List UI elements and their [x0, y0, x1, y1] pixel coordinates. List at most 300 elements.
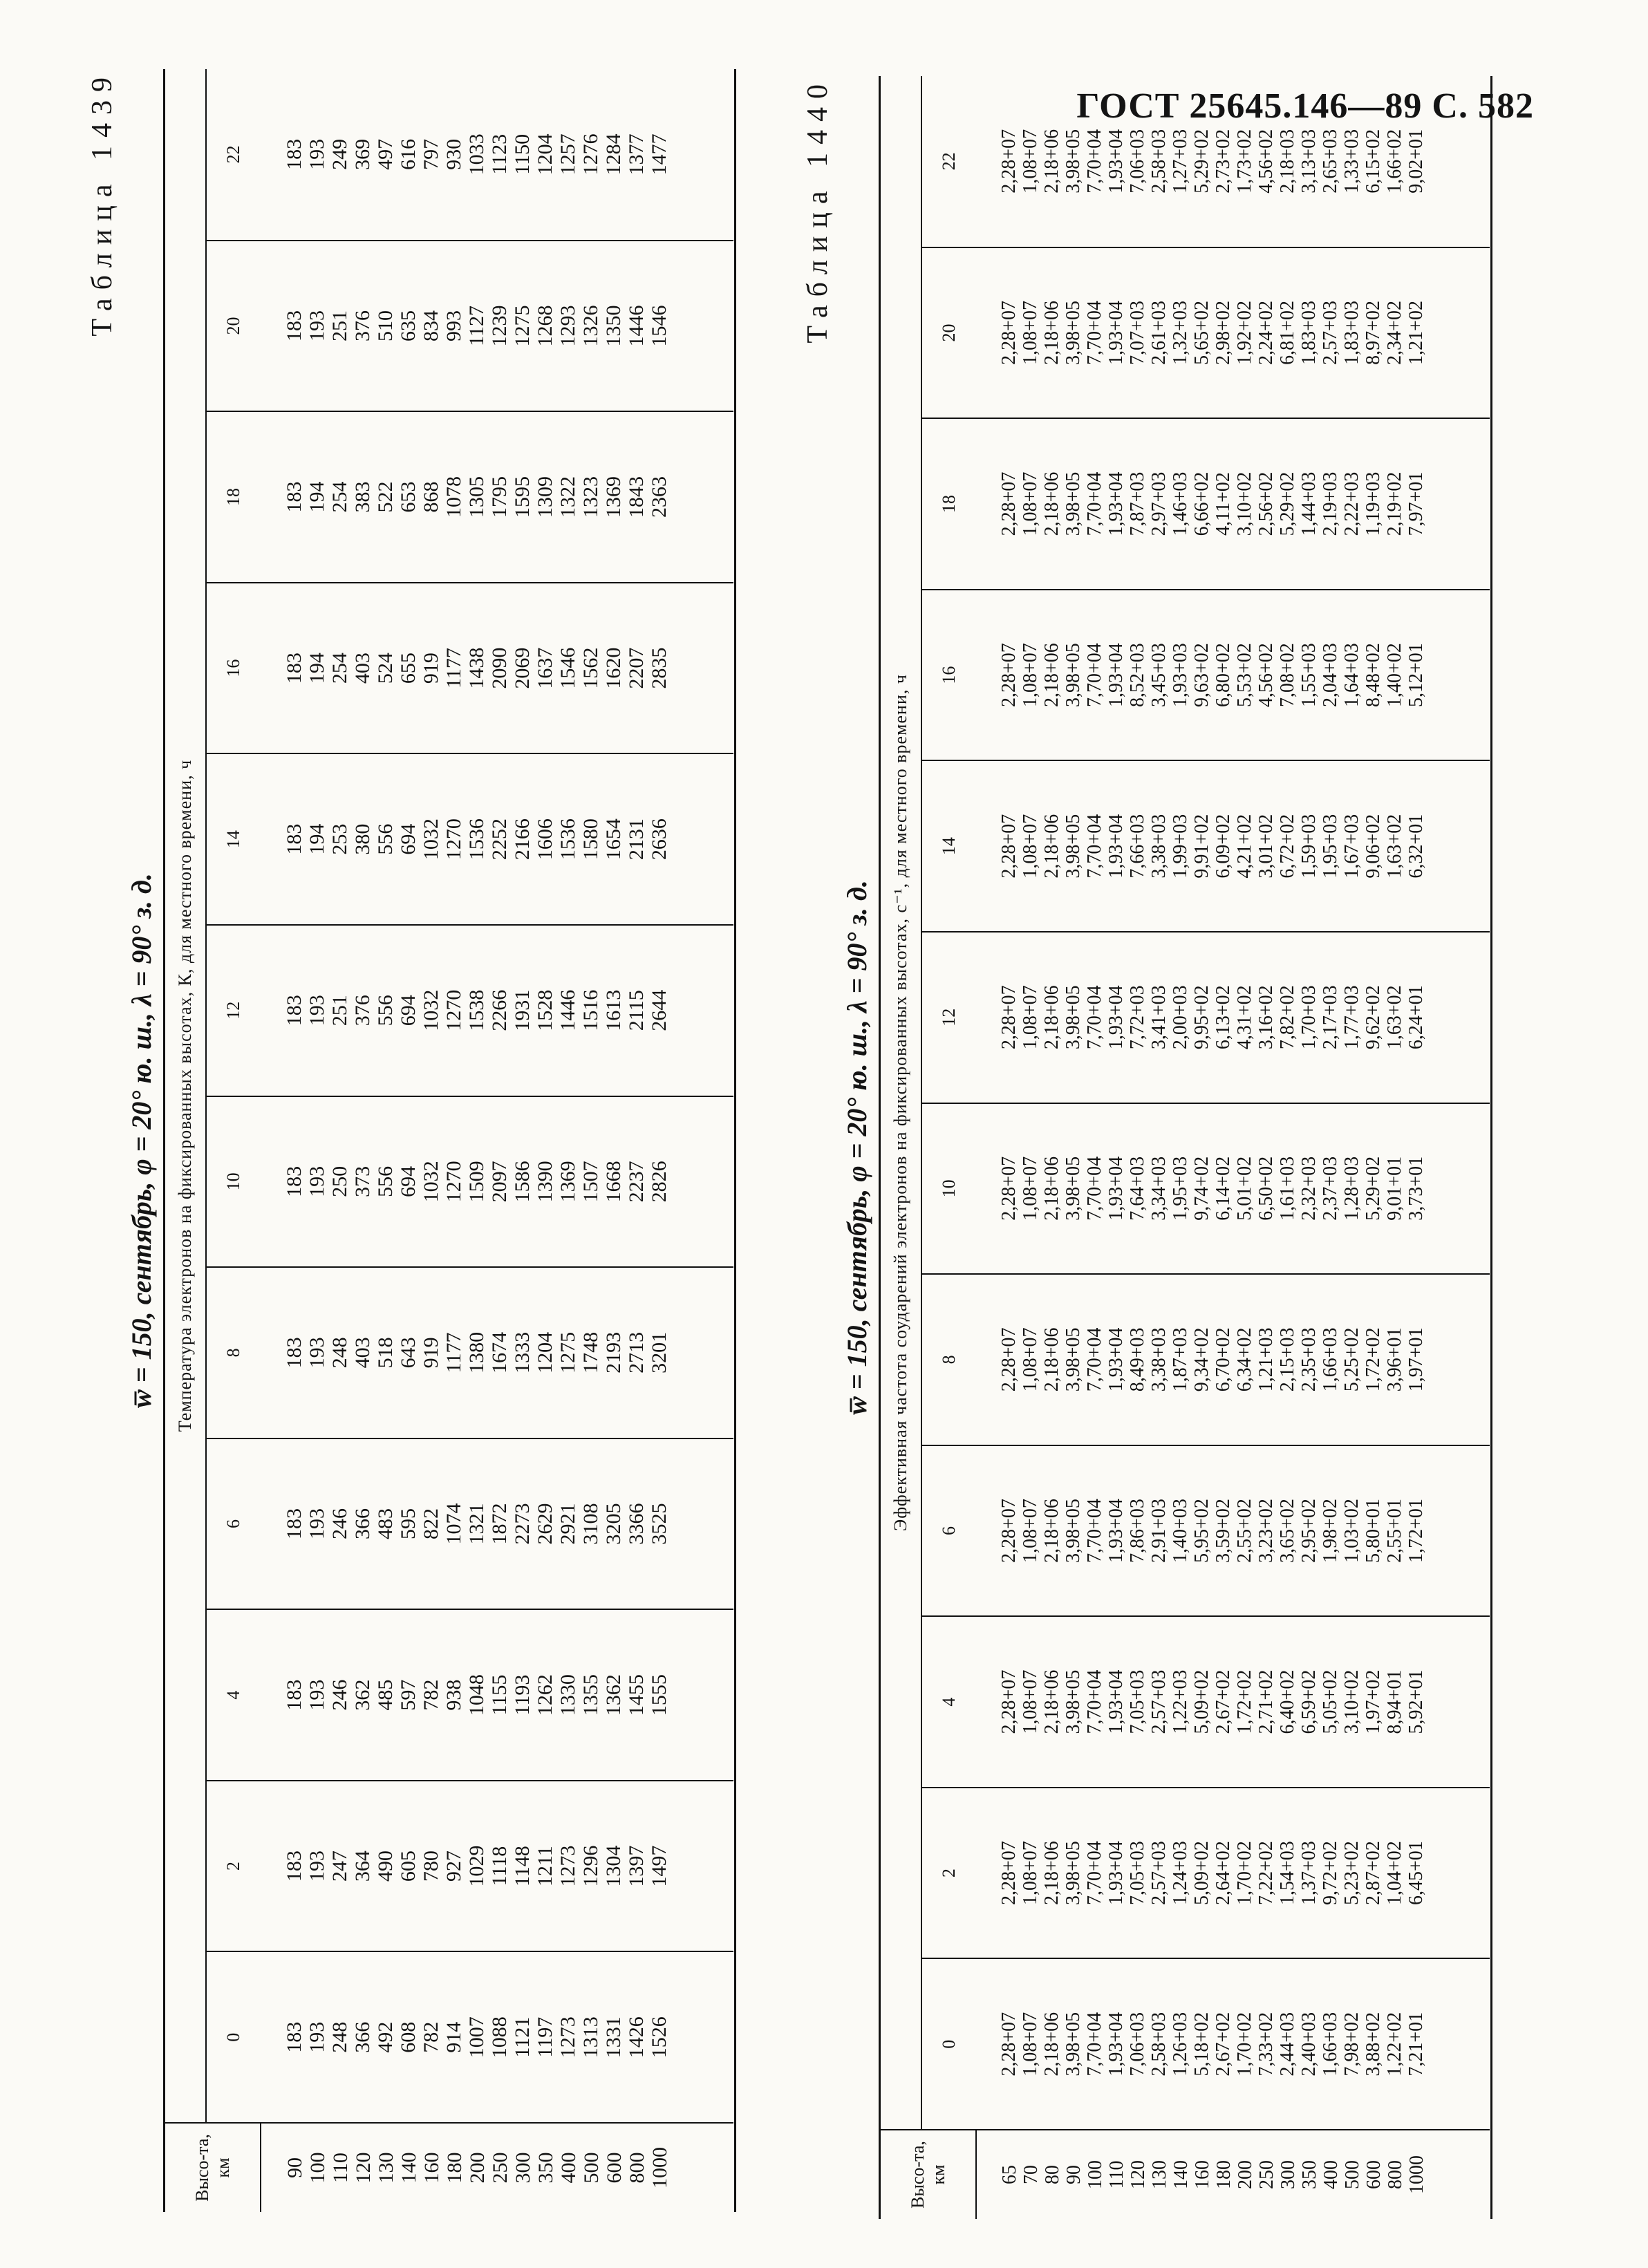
table-cell: 3366	[625, 1503, 648, 1545]
table-cell: 183	[283, 653, 306, 684]
table-cell: 1509	[465, 1161, 488, 1203]
table-cell: 1270	[442, 818, 465, 861]
table-cell: 2,28+07	[998, 814, 1020, 879]
table-cell: 1313	[579, 2016, 602, 2059]
table-cell: 2,18+06	[1041, 1156, 1062, 1221]
table-cell: 485	[374, 1679, 397, 1711]
table-1440	[802, 76, 1492, 2219]
value-column	[261, 241, 733, 412]
table-cell: 2713	[625, 1331, 648, 1374]
table-cell: 2,18+06	[1041, 985, 1062, 1050]
table-cell: 7,06+03	[1127, 129, 1148, 194]
table-cell: 1,95+03	[1170, 1156, 1191, 1221]
table-cell: 655	[397, 653, 420, 684]
table-cell: 2,91+03	[1148, 1499, 1170, 1563]
table-cell: 1931	[511, 989, 534, 1031]
table-cell: 5,92+01	[1405, 1669, 1427, 1734]
table-cell: 2,24+02	[1255, 301, 1277, 365]
table-cell: 1,70+03	[1298, 985, 1320, 1050]
value-column	[261, 753, 733, 925]
table-1439	[86, 69, 736, 2212]
table-caption: Температура электронов на фиксированных высотах, К, для местного времени, ч	[165, 69, 207, 2123]
table-cell: 1,59+03	[1298, 814, 1320, 879]
table-cell: 7,70+04	[1084, 1327, 1105, 1392]
table-cell: 2273	[511, 1503, 534, 1545]
table-cell: 1546	[556, 647, 579, 689]
table-cell: 246	[328, 1508, 351, 1539]
table-cell: 782	[420, 1679, 442, 1711]
table-cell: 3108	[579, 1503, 602, 1545]
height-value: 300	[1277, 2160, 1299, 2189]
table-cell: 3,34+03	[1148, 1156, 1170, 1221]
height-value: 110	[1106, 2160, 1127, 2189]
height-value: 1000	[648, 2147, 671, 2189]
table-cell: 7,70+04	[1084, 301, 1105, 365]
table-cell: 1,93+04	[1105, 2012, 1127, 2077]
table-cell: 1,40+02	[1384, 643, 1405, 707]
table-title: w̅ = 150, сентябрь, φ = 20° ю. ш., λ = 90° з. д.	[841, 880, 872, 1415]
height-value: 250	[489, 2152, 512, 2184]
table-cell: 193	[306, 138, 328, 170]
table-cell: 3,73+01	[1405, 1156, 1427, 1221]
table-cell: 3,38+03	[1148, 1327, 1170, 1392]
table-cell: 1,93+04	[1105, 814, 1127, 879]
table-cell: 2,28+07	[998, 643, 1020, 707]
table-cell: 1321	[465, 1503, 488, 1545]
table-cell: 2,18+06	[1041, 301, 1062, 365]
local-time-header: 20	[206, 241, 261, 412]
height-column	[261, 2123, 733, 2212]
table-cell: 376	[351, 310, 374, 341]
table-cell: 1,22+02	[1384, 2012, 1405, 2077]
table-cell: 1,70+02	[1234, 2012, 1255, 2077]
table-cell: 1507	[579, 1161, 602, 1203]
table-cell: 2,65+03	[1320, 129, 1341, 194]
table-cell: 490	[374, 1850, 397, 1882]
table-cell: 362	[351, 1679, 374, 1711]
table-cell: 2,98+02	[1212, 301, 1234, 365]
table-cell: 193	[306, 995, 328, 1027]
table-cell: 518	[374, 1337, 397, 1369]
table-cell: 1,08+07	[1020, 301, 1041, 365]
table-label: Таблица 1440	[802, 76, 834, 344]
table-cell: 1538	[465, 989, 488, 1031]
table-cell: 2,28+07	[998, 1327, 1020, 1392]
table-cell: 2,28+07	[998, 129, 1020, 194]
table-cell: 4,56+02	[1255, 129, 1277, 194]
table-cell: 1536	[465, 818, 488, 861]
table-cell: 1,08+07	[1020, 129, 1041, 194]
table-cell: 653	[397, 481, 420, 513]
table-cell: 3,41+03	[1148, 985, 1170, 1050]
table-cell: 3,45+03	[1148, 643, 1170, 707]
table-cell: 1,70+02	[1234, 1841, 1255, 1906]
height-value: 120	[352, 2152, 375, 2184]
table-cell: 1,72+02	[1363, 1327, 1384, 1392]
table-cell: 5,23+02	[1341, 1841, 1363, 1906]
table-cell: 7,98+02	[1341, 2012, 1363, 2077]
table-cell: 1,08+07	[1020, 471, 1041, 536]
table-cell: 1,08+07	[1020, 2012, 1041, 2077]
table-cell: 7,82+02	[1277, 985, 1298, 1050]
table-cell: 5,53+02	[1234, 643, 1255, 707]
table-cell: 2252	[488, 818, 511, 861]
table-cell: 1,93+04	[1105, 471, 1127, 536]
table-cell: 914	[442, 2021, 465, 2053]
table-cell: 9,06+02	[1363, 814, 1384, 879]
table-cell: 2,57+03	[1148, 1669, 1170, 1734]
table-cell: 194	[306, 653, 328, 684]
value-column	[976, 1616, 1490, 1788]
table-cell: 1516	[579, 989, 602, 1031]
table-cell: 3,38+03	[1148, 814, 1170, 879]
table-cell: 1326	[579, 305, 602, 347]
table-cell: 1204	[534, 133, 556, 176]
table-cell: 1,54+03	[1277, 1841, 1298, 1906]
local-time-header: 22	[921, 76, 976, 247]
local-time-header: 4	[206, 1609, 261, 1781]
table-cell: 1,93+04	[1105, 1669, 1127, 1734]
table-cell: 3525	[648, 1503, 671, 1545]
table-cell: 183	[283, 1508, 306, 1539]
height-value: 1000	[1406, 2155, 1427, 2194]
table-cell: 7,05+03	[1127, 1841, 1148, 1906]
table-cell: 2,58+03	[1148, 129, 1170, 194]
local-time-header: 16	[921, 590, 976, 761]
table-cell: 1674	[488, 1331, 511, 1374]
table-cell: 1,66+02	[1384, 129, 1405, 194]
table-cell: 9,72+02	[1320, 1841, 1341, 1906]
table-cell: 2,18+03	[1277, 129, 1298, 194]
table-cell: 3,65+02	[1277, 1499, 1298, 1563]
table-cell: 694	[397, 995, 420, 1027]
table-cell: 635	[397, 310, 420, 341]
data-table	[879, 76, 1490, 2219]
table-cell: 1121	[511, 2016, 534, 2058]
table-cell: 366	[351, 1508, 374, 1539]
table-cell: 2131	[625, 818, 648, 861]
table-cell: 2,19+03	[1320, 471, 1341, 536]
local-time-header: 6	[921, 1445, 976, 1617]
table-cell: 616	[397, 138, 420, 170]
table-cell: 7,72+03	[1127, 985, 1148, 1050]
table-cell: 183	[283, 1337, 306, 1369]
table-cell: 1273	[556, 2016, 579, 2059]
table-cell: 1309	[534, 476, 556, 518]
table-cell: 2826	[648, 1161, 671, 1203]
table-cell: 1369	[556, 1161, 579, 1203]
table-cell: 930	[442, 138, 465, 170]
table-cell: 1526	[648, 2016, 671, 2059]
table-cell: 9,62+02	[1363, 985, 1384, 1050]
table-cell: 6,72+02	[1277, 814, 1298, 879]
local-time-header: 2	[921, 1788, 976, 1959]
table-cell: 2,28+07	[998, 1669, 1020, 1734]
table-cell: 250	[328, 1165, 351, 1197]
table-cell: 2,40+03	[1298, 2012, 1320, 2077]
table-cell: 1118	[488, 1846, 511, 1886]
table-cell: 1748	[579, 1331, 602, 1374]
table-cell: 7,64+03	[1127, 1156, 1148, 1221]
value-column	[976, 1274, 1490, 1445]
table-cell: 403	[351, 653, 374, 684]
table-cell: 2,37+03	[1320, 1156, 1341, 1221]
table-cell: 1284	[602, 133, 625, 176]
table-cell: 5,01+02	[1234, 1156, 1255, 1221]
table-cell: 1455	[625, 1674, 648, 1716]
table-cell: 556	[374, 1165, 397, 1197]
table-cell: 249	[328, 138, 351, 170]
table-cell: 7,87+03	[1127, 471, 1148, 536]
table-cell: 254	[328, 481, 351, 513]
height-value: 250	[1256, 2160, 1277, 2189]
table-cell: 2,17+03	[1320, 985, 1341, 1050]
table-cell: 1,44+03	[1298, 471, 1320, 536]
table-cell: 1,21+02	[1405, 301, 1427, 365]
table-cell: 7,06+03	[1127, 2012, 1148, 2077]
table-cell: 1555	[648, 1674, 671, 1716]
table-cell: 919	[420, 653, 442, 684]
table-cell: 2921	[556, 1503, 579, 1545]
table-cell: 1438	[465, 647, 488, 689]
table-cell: 1078	[442, 476, 465, 518]
table-cell: 4,56+02	[1255, 643, 1277, 707]
table-cell: 193	[306, 1679, 328, 1711]
height-value: 140	[1170, 2160, 1192, 2189]
table-cell: 7,07+03	[1127, 301, 1148, 365]
table-cell: 1127	[465, 305, 488, 346]
height-value: 100	[306, 2152, 329, 2184]
table-cell: 7,97+01	[1405, 471, 1427, 536]
table-cell: 193	[306, 1165, 328, 1197]
table-cell: 2835	[648, 647, 671, 689]
table-cell: 3,16+02	[1255, 985, 1277, 1050]
table-cell: 7,70+04	[1084, 1499, 1105, 1563]
table-cell: 253	[328, 823, 351, 855]
table-cell: 3205	[602, 1503, 625, 1545]
table-cell: 2207	[625, 647, 648, 689]
table-cell: 183	[283, 2021, 306, 2053]
table-cell: 7,86+03	[1127, 1499, 1148, 1563]
table-cell: 782	[420, 2021, 442, 2053]
table-cell: 7,70+04	[1084, 643, 1105, 707]
table-cell: 1497	[648, 1845, 671, 1887]
table-cell: 3,88+02	[1363, 2012, 1384, 2077]
height-value: 800	[1385, 2160, 1406, 2189]
table-cell: 2,18+06	[1041, 2012, 1062, 2077]
table-cell: 248	[328, 1337, 351, 1369]
value-column	[261, 583, 733, 754]
table-cell: 383	[351, 481, 374, 513]
local-time-header: 12	[206, 925, 261, 1096]
table-cell: 1,99+03	[1170, 814, 1191, 879]
table-cell: 183	[283, 995, 306, 1027]
value-column	[976, 1445, 1490, 1617]
table-cell: 1369	[602, 476, 625, 518]
height-value: 200	[466, 2152, 489, 2184]
height-value: 500	[1342, 2160, 1363, 2189]
table-cell: 1,19+03	[1363, 471, 1384, 536]
table-cell: 595	[397, 1508, 420, 1539]
table-cell: 6,34+02	[1234, 1327, 1255, 1392]
table-cell: 1586	[511, 1161, 534, 1203]
table-cell: 4,21+02	[1234, 814, 1255, 879]
table-cell: 6,14+02	[1212, 1156, 1234, 1221]
table-cell: 1,73+02	[1234, 129, 1255, 194]
table-cell: 1029	[465, 1845, 488, 1887]
table-cell: 3,23+02	[1255, 1499, 1277, 1563]
table-cell: 7,70+04	[1084, 814, 1105, 879]
table-cell: 2,28+07	[998, 1841, 1020, 1906]
table-cell: 780	[420, 1850, 442, 1882]
table-cell: 5,05+02	[1320, 1669, 1341, 1734]
local-time-header: 8	[206, 1267, 261, 1438]
table-cell: 1,63+02	[1384, 985, 1405, 1050]
table-cell: 834	[420, 310, 442, 341]
table-cell: 251	[328, 995, 351, 1027]
table-cell: 1150	[511, 133, 534, 175]
table-cell: 2,61+03	[1148, 301, 1170, 365]
table-cell: 7,66+03	[1127, 814, 1148, 879]
table-cell: 194	[306, 481, 328, 513]
table-cell: 7,08+02	[1277, 643, 1298, 707]
table-cell: 8,48+02	[1363, 643, 1384, 707]
height-value: 160	[1192, 2160, 1213, 2189]
table-cell: 1,28+03	[1341, 1156, 1363, 1221]
table-cell: 6,59+02	[1298, 1669, 1320, 1734]
table-cell: 1007	[465, 2016, 488, 2059]
table-cell: 380	[351, 823, 374, 855]
value-column	[261, 411, 733, 583]
table-cell: 2,00+03	[1170, 985, 1191, 1050]
height-value: 130	[1149, 2160, 1170, 2189]
table-cell: 1331	[602, 2016, 625, 2059]
table-title: w̅ = 150, сентябрь, φ = 20° ю. ш., λ = 90° з. д.	[126, 873, 157, 1408]
height-value: 80	[1042, 2165, 1063, 2184]
table-cell: 2,67+02	[1212, 2012, 1234, 2077]
table-cell: 364	[351, 1850, 374, 1882]
table-cell: 1,08+07	[1020, 1669, 1041, 1734]
bottom-rule	[1490, 76, 1492, 2219]
table-cell: 1074	[442, 1503, 465, 1545]
table-cell: 7,21+01	[1405, 2012, 1427, 2077]
table-cell: 2090	[488, 647, 511, 689]
table-cell: 2,32+03	[1298, 1156, 1320, 1221]
table-cell: 1177	[442, 648, 465, 689]
table-cell: 1,04+02	[1384, 1841, 1405, 1906]
value-column	[976, 590, 1490, 761]
table-cell: 1,08+07	[1020, 1841, 1041, 1906]
table-cell: 7,70+04	[1084, 985, 1105, 1050]
table-cell: 2237	[625, 1161, 648, 1203]
table-cell: 8,52+03	[1127, 643, 1148, 707]
table-cell: 2069	[511, 647, 534, 689]
table-cell: 524	[374, 653, 397, 684]
table-cell: 1,93+03	[1170, 643, 1191, 707]
value-column	[976, 1788, 1490, 1959]
table-cell: 373	[351, 1165, 374, 1197]
table-cell: 605	[397, 1850, 420, 1882]
table-cell: 1390	[534, 1161, 556, 1203]
value-column	[261, 1781, 733, 1952]
table-cell: 183	[283, 310, 306, 341]
table-cell: 2,95+02	[1298, 1499, 1320, 1563]
table-cell: 3,98+05	[1062, 1327, 1084, 1392]
local-time-header: 4	[921, 1616, 976, 1788]
table-cell: 193	[306, 1850, 328, 1882]
table-cell: 4,11+02	[1212, 472, 1234, 536]
table-label: Таблица 1439	[86, 69, 118, 337]
table-cell: 938	[442, 1679, 465, 1711]
value-column	[261, 925, 733, 1096]
table-cell: 1,72+02	[1234, 1669, 1255, 1734]
table-cell: 7,70+04	[1084, 1156, 1105, 1221]
table-cell: 6,24+01	[1405, 985, 1427, 1050]
table-cell: 2636	[648, 818, 671, 861]
height-value: 350	[534, 2152, 557, 2184]
table-cell: 254	[328, 653, 351, 684]
table-cell: 1,93+04	[1105, 985, 1127, 1050]
table-cell: 2,44+03	[1277, 2012, 1298, 2077]
table-cell: 5,09+02	[1191, 1841, 1212, 1906]
table-cell: 1123	[488, 133, 511, 175]
table-cell: 1,97+02	[1363, 1669, 1384, 1734]
table-cell: 1273	[556, 1845, 579, 1887]
bottom-rule	[733, 69, 736, 2212]
table-cell: 1033	[465, 133, 488, 176]
page-header: ГОСТ 25645.146—89 С. 582	[1076, 86, 1534, 126]
table-cell: 2,71+02	[1255, 1669, 1277, 1734]
table-cell: 1239	[488, 305, 511, 347]
table-cell: 1,21+03	[1255, 1327, 1277, 1392]
value-column	[976, 760, 1490, 932]
table-cell: 2,28+07	[998, 985, 1020, 1050]
table-cell: 1,83+03	[1298, 301, 1320, 365]
table-cell: 1620	[602, 647, 625, 689]
table-cell: 556	[374, 823, 397, 855]
table-cell: 1275	[556, 1331, 579, 1374]
table-cell: 1,55+03	[1298, 643, 1320, 707]
table-cell: 2,22+03	[1341, 471, 1363, 536]
table-cell: 246	[328, 1679, 351, 1711]
height-value: 90	[1063, 2165, 1085, 2184]
table-cell: 1,93+04	[1105, 1327, 1127, 1392]
table-cell: 194	[306, 823, 328, 855]
local-time-header: 18	[921, 418, 976, 590]
table-cell: 5,80+01	[1363, 1499, 1384, 1563]
data-table	[163, 69, 733, 2212]
table-cell: 247	[328, 1850, 351, 1882]
table-cell: 3,13+03	[1298, 129, 1320, 194]
table-cell: 7,70+04	[1084, 1841, 1105, 1906]
table-cell: 1,67+03	[1341, 814, 1363, 879]
local-time-header: 12	[921, 932, 976, 1103]
table-cell: 1,66+03	[1320, 1327, 1341, 1392]
table-cell: 993	[442, 310, 465, 341]
table-cell: 1795	[488, 476, 511, 518]
height-value: 600	[603, 2152, 626, 2184]
table-cell: 1,98+02	[1320, 1499, 1341, 1563]
table-cell: 2363	[648, 476, 671, 518]
table-cell: 1637	[534, 647, 556, 689]
table-cell: 1048	[465, 1674, 488, 1716]
table-cell: 1322	[556, 476, 579, 518]
table-cell: 2,57+03	[1148, 1841, 1170, 1906]
height-column-header: Высо-та, км	[165, 2123, 261, 2212]
table-cell: 1446	[556, 989, 579, 1031]
local-time-header: 6	[206, 1438, 261, 1610]
table-cell: 9,02+01	[1405, 129, 1427, 194]
